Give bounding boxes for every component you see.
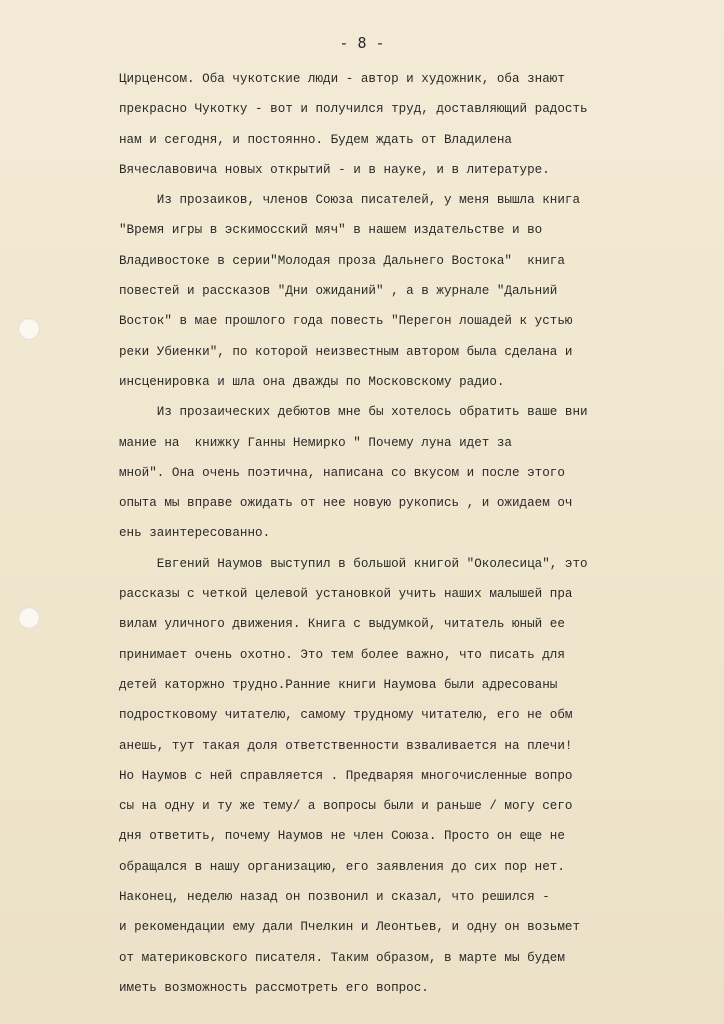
text-line: Наконец, неделю назад он позвонил и сказал, что решился - — [119, 890, 550, 905]
text-line: от материковского писателя. Таким образом, в марте мы будем — [119, 950, 565, 965]
text-line: сы на одну и ту же тему/ а вопросы были и раньше / могу сего — [119, 799, 573, 814]
text-line: принимает очень охотно. Это тем более важно, что писать для — [119, 647, 565, 662]
text-line: дня ответить, почему Наумов не член Союза. Просто он еще не — [119, 829, 565, 844]
text-line: Восток" в мае прошлого года повесть "Перегон лошадей к устью — [119, 314, 573, 329]
text-line: опыта мы вправе ожидать от нее новую рукопись , и ожидаем оч — [119, 496, 573, 511]
text-line: прекрасно Чукотку - вот и получился труд, доставляющий радость — [119, 102, 588, 117]
text-line: мание на книжку Ганны Немирко " Почему луна идет за — [119, 435, 512, 450]
text-line: анешь, тут такая доля ответственности взваливается на плечи! — [119, 738, 573, 753]
text-line: Вячеславовича новых открытий - и в науке, и в литературе. — [119, 162, 550, 177]
text-line: повестей и рассказов "Дни ожиданий" , а в журнале "Дальний — [119, 284, 558, 299]
text-line: Из прозаиков, членов Союза писателей, у меня вышла книга — [119, 193, 581, 208]
text-line: ень заинтересованно. — [119, 526, 271, 541]
text-line: Евгений Наумов выступил в большой книгой "Околесица", это — [119, 556, 588, 571]
text-line: Цирценсом. Оба чукотские люди - автор и художник, оба знают — [119, 72, 565, 86]
text-line: инсценировка и шла она дважды по Московскому радио. — [119, 374, 505, 389]
text-line: нам и сегодня, и постоянно. Будем ждать от Владилена — [119, 132, 512, 147]
text-line: Но Наумов с ней справляется . Предваряя многочисленные вопро — [119, 768, 573, 783]
text-line: реки Убиенки", по которой неизвестным автором была сделана и — [119, 344, 573, 359]
text-line: и рекомендации ему дали Пчелкин и Леонтьев, и одну он возьмет — [119, 920, 581, 935]
text-line: "Время игры в эскимосский мяч" в нашем издательстве и во — [119, 223, 543, 238]
text-line: иметь возможность рассмотреть его вопрос. — [119, 980, 429, 995]
punch-hole-lower — [18, 607, 40, 629]
text-line: рассказы с четкой целевой установкой учить наших малышей пра — [119, 587, 573, 602]
punch-hole-upper — [18, 318, 40, 340]
text-line: обращался в нашу организацию, его заявления до сих пор нет. — [119, 859, 565, 874]
typewritten-body — [119, 64, 679, 1003]
text-line: Владивостоке в серии"Молодая проза Дальнего Востока" книга — [119, 253, 565, 268]
text-line: Из прозаических дебютов мне бы хотелось обратить ваше вни — [119, 405, 588, 420]
text-line: подростковому читателю, самому трудному читателю, его не обм — [119, 708, 573, 723]
page-number: - 8 - — [339, 34, 385, 52]
text-line: мной". Она очень поэтична, написана со вкусом и после этого — [119, 465, 565, 480]
text-line: детей каторжно трудно.Ранние книги Наумова были адресованы — [119, 677, 558, 692]
text-line: вилам уличного движения. Книга с выдумкой, читатель юный ее — [119, 617, 565, 632]
